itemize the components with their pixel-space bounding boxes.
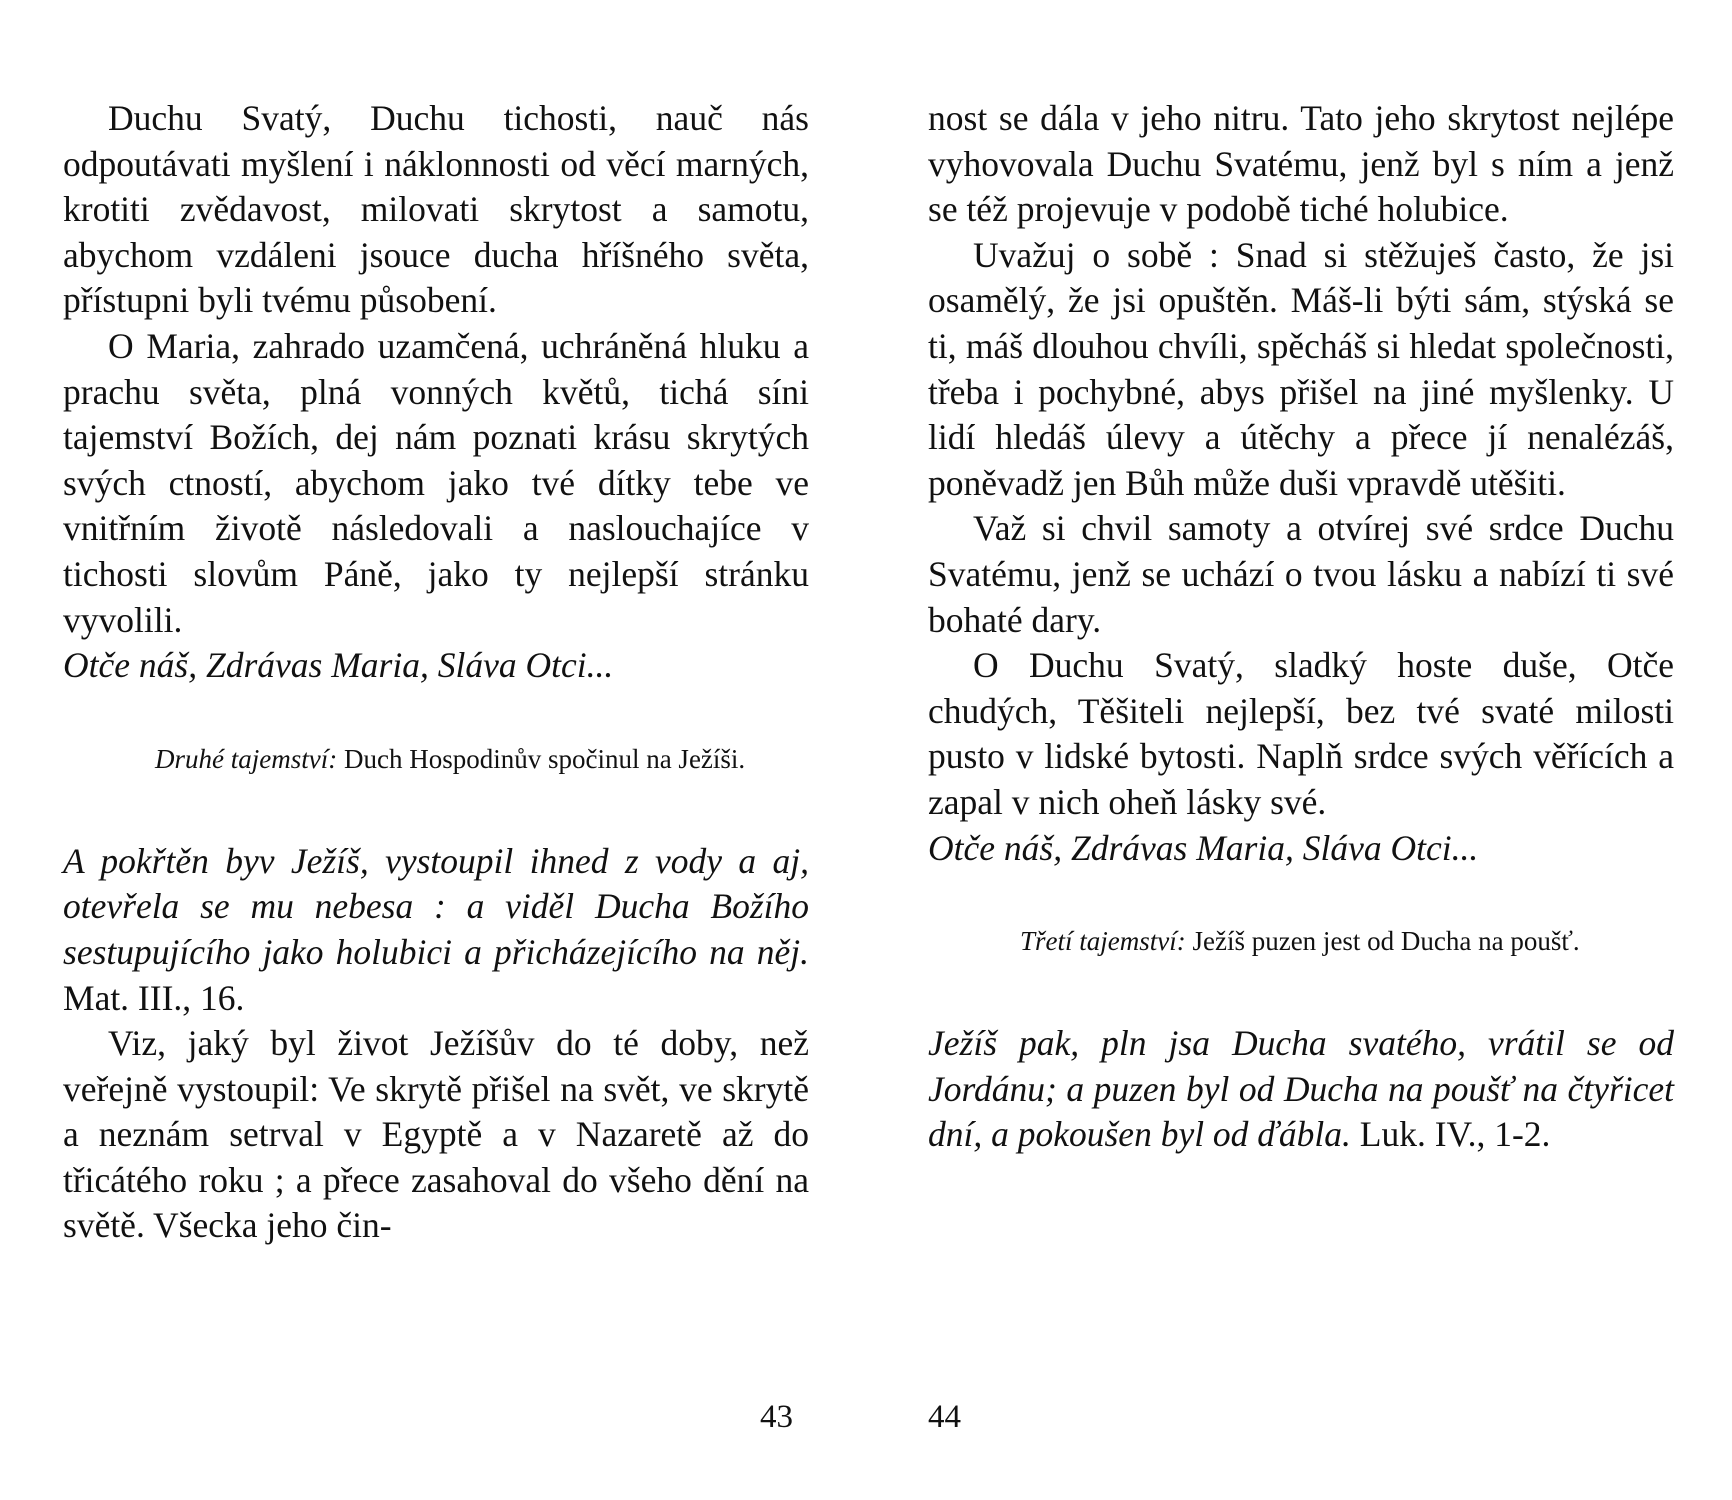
paragraph: O Duchu Svatý, sladký hoste duše, Otče chudých, Těšiteli nejlepší, bez tvé svaté milosti pusto v lidské bytosti. Naplň srdce svých věřících a zapal v nich oheň lásky své. — [928, 645, 1674, 822]
mystery-heading-label: Třetí tajemství: — [1020, 926, 1186, 957]
left-page — [63, 96, 809, 1249]
paragraph: Duchu Svatý, Duchu tichosti, nauč nás odpoutávati myšlení i náklonnosti od věcí marných, krotiti zvědavost, milovati skrytost a samotu, abychom vzdáleni jsouce ducha hříšného světa, přístupni byli tvému působení. — [63, 98, 809, 321]
mystery-heading-label: Druhé tajemství: — [155, 743, 338, 774]
prayer-line: Otče náš, Zdrávas Maria, Sláva Otci... — [928, 827, 1479, 868]
page-number-right: 44 — [928, 1399, 961, 1435]
mystery-heading — [928, 919, 1674, 963]
prayer-line: Otče náš, Zdrávas Maria, Sláva Otci... — [63, 645, 614, 686]
scripture-quote — [928, 1021, 1674, 1158]
right-page — [928, 96, 1674, 1158]
mystery-heading — [63, 737, 809, 781]
scripture-reference: Mat. III., 16. — [63, 977, 245, 1018]
paragraph-continuation: nost se dála v jeho nitru. Tato jeho skrytost nejlépe vyhovovala Duchu Svatému, jenž byl s ním a jenž se též projevuje v podobě tiché holubice. — [928, 98, 1674, 230]
scripture-quote-text: A pokřtěn byv Ježíš, vystoupil ihned z vody a aj, otevřela se mu nebesa : a viděl Ducha Božího sestupujícího jako holubici a přicházejícího na něj. — [63, 840, 809, 972]
mystery-heading-text: Ježíš puzen jest od Ducha na poušť. — [1192, 926, 1580, 957]
paragraph: Uvažuj o sobě : Snad si stěžuješ často, že jsi osamělý, že jsi opuštěn. Máš-li býti sám, stýská se ti, máš dlouhou chvíli, spěcháš si hledat společnosti, třeba i pochybné, abys přišel na jiné myšlenky. U lidí hledáš úlevy a útěchy a přece jí nenalézáš, poněvadž jen Bůh může duši vpravdě utěšiti. — [928, 234, 1674, 503]
scripture-quote-text: Ježíš pak, pln jsa Ducha svatého, vrátil se od Jordánu; a puzen byl od Ducha na poušť na čtyřicet dní, a pokoušen byl od ďábla. — [928, 1023, 1674, 1155]
page-number-left: 43 — [760, 1399, 793, 1435]
scripture-reference: Luk. IV., 1-2. — [1359, 1114, 1551, 1155]
paragraph: Viz, jaký byl život Ježíšův do té doby, než veřejně vystoupil: Ve skrytě přišel na svět, ve skrytě a neznám setrval v Egyptě a v Nazaretě až do třicátého roku ; a přece zasahoval do všeho dění na světě. Všecka jeho čin- — [63, 1023, 809, 1246]
paragraph: O Maria, zahrado uzamčená, uchráněná hluku a prachu světa, plná vonných květů, tichá síni tajemství Božích, dej nám poznati krásu skrytých svých ctností, abychom jako tvé dítky tebe ve vnitřním životě následovali a naslouchajíce v tichosti slovům Páně, jako ty nejlepší stránku vyvolili. — [63, 325, 809, 640]
paragraph: Važ si chvil samoty a otvírej své srdce Duchu Svatému, jenž se uchází o tvou lásku a nabízí ti své bohaté dary. — [928, 508, 1674, 640]
scripture-quote — [63, 839, 809, 1021]
mystery-heading-text: Duch Hospodinův spočinul na Ježíši. — [343, 743, 746, 774]
